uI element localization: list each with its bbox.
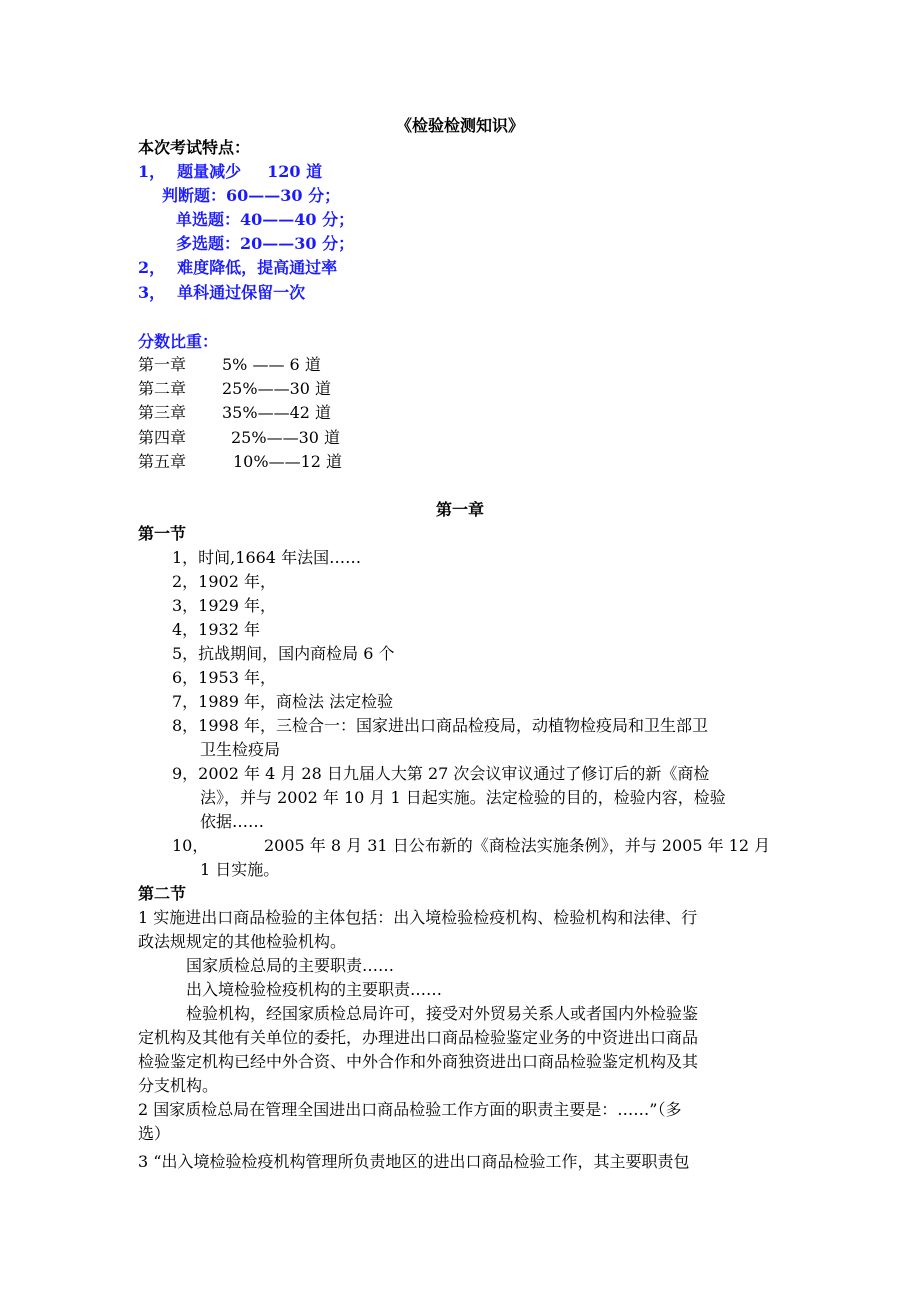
weight-row	[138, 353, 321, 377]
weight-value: 5% —— 6 道	[222, 355, 321, 374]
weight-chapter: 第三章	[138, 403, 187, 422]
paragraph-line: 检验鉴定机构已经中外合资、中外合作和外商独资进出口商品检验鉴定机构及其	[138, 1052, 699, 1071]
feature-item-3	[138, 281, 305, 305]
list-item-continuation: 法》，并与 2002 年 10 月 1 日起实施。法定检验的目的，检验内容，检验	[200, 788, 726, 807]
weight-chapter: 第一章	[138, 355, 187, 374]
list-num: 10，	[172, 836, 209, 855]
paragraph-line: 选）	[138, 1124, 171, 1143]
paragraph-line: 出入境检验检疫机构的主要职责……	[186, 980, 443, 999]
weights-heading: 分数比重：	[138, 332, 219, 351]
section2-heading: 第二节	[138, 884, 187, 903]
paragraph-line: 国家质检总局的主要职责……	[186, 956, 395, 975]
paragraph-line: 政法规规定的其他检验机构。	[138, 932, 347, 951]
chapter1-title: 第一章	[435, 500, 484, 519]
feature-extra: 120 道	[267, 162, 323, 181]
feature-text: 题量减少	[177, 162, 242, 181]
list-item-continuation: 依据……	[200, 812, 265, 831]
list-item: 4，1932 年	[172, 620, 260, 639]
paragraph-line: 3 “出入境检验检疫机构管理所负责地区的进出口商品检验工作，其主要职责包	[138, 1152, 690, 1171]
paragraph-line: 2 国家质检总局在管理全国进出口商品检验工作方面的职责主要是：……”（多	[138, 1100, 682, 1119]
feature-num: 2，	[138, 258, 166, 277]
list-item: 2，1902 年，	[172, 572, 276, 591]
feature-text: 单科通过保留一次	[177, 283, 306, 302]
section1-heading: 第一节	[138, 524, 187, 543]
document-title: 《检验检测知识》	[395, 116, 524, 135]
paragraph-line: 定机构及其他有关单位的委托，办理进出口商品检验鉴定业务的中资进出口商品	[138, 1028, 699, 1047]
list-item: 6，1953 年，	[172, 668, 276, 687]
paragraph-line: 分支机构。	[138, 1076, 219, 1095]
weight-chapter: 第二章	[138, 379, 187, 398]
paragraph-line: 检验机构，经国家质检总局许可，接受对外贸易关系人或者国内外检验鉴	[186, 1004, 699, 1023]
feature-text: 难度降低，提高通过率	[177, 258, 338, 277]
feature-sub-judge: 判断题：60——30 分；	[162, 186, 341, 205]
list-item: 3，1929 年，	[172, 596, 276, 615]
list-item-continuation: 卫生检疫局	[200, 740, 281, 759]
feature-sub-multi: 多选题：20——30 分；	[176, 234, 355, 253]
weight-row	[138, 401, 331, 425]
weight-value: 25%——30 道	[222, 379, 332, 398]
weight-row	[138, 450, 342, 474]
list-item: 8，1998 年，三检合一：国家进出口商品检疫局，动植物检疫局和卫生部卫	[172, 716, 708, 735]
list-item: 7，1989 年，商检法 法定检验	[172, 692, 394, 711]
list-item-continuation: 1 日实施。	[200, 860, 280, 879]
weight-value: 35%——42 道	[222, 403, 332, 422]
features-heading: 本次考试特点：	[138, 138, 251, 157]
weight-chapter: 第五章	[138, 452, 187, 471]
weight-value: 10%——12 道	[233, 452, 343, 471]
list-text: 2005 年 8 月 31 日公布新的《商检法实施条例》，并与 2005 年 12 月	[264, 836, 771, 855]
feature-item-2	[138, 256, 337, 280]
list-item: 9，2002 年 4 月 28 日九届人大第 27 次会议审议通过了修订后的新《商检	[172, 764, 710, 783]
list-item: 5，抗战期间，国内商检局 6 个	[172, 644, 395, 663]
weight-value: 25%——30 道	[231, 428, 341, 447]
weight-row	[138, 426, 340, 450]
weight-chapter: 第四章	[138, 428, 187, 447]
feature-num: 3，	[138, 283, 166, 302]
weight-row	[138, 377, 331, 401]
feature-num: 1，	[138, 162, 166, 181]
feature-sub-single: 单选题：40——40 分；	[176, 210, 355, 229]
paragraph-line: 1 实施进出口商品检验的主体包括：出入境检验检疫机构、检验机构和法律、行	[138, 908, 698, 927]
list-item	[172, 834, 770, 858]
list-item: 1，时间,1664 年法国……	[172, 548, 362, 567]
feature-item-1	[138, 160, 322, 184]
